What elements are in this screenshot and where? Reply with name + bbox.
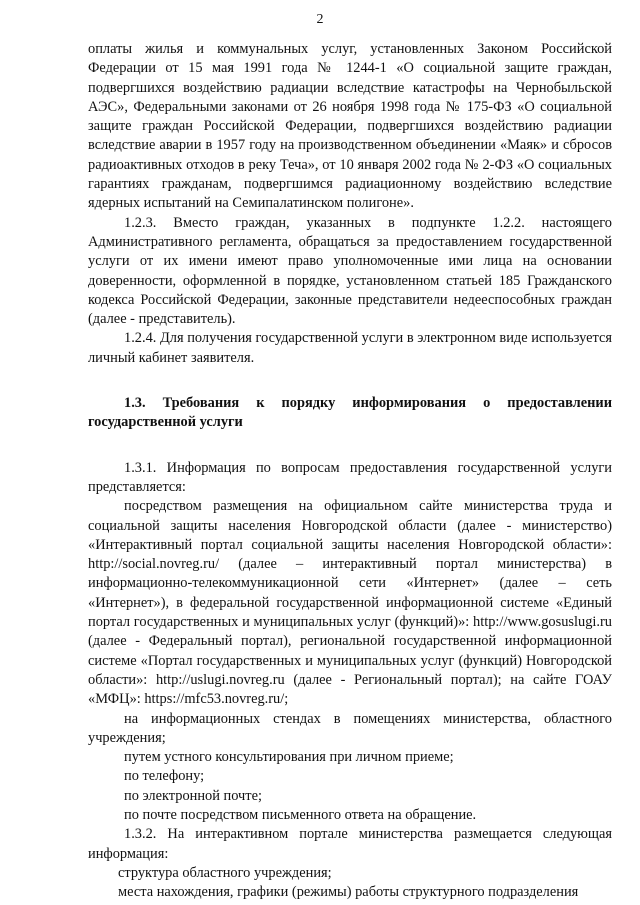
- paragraph-1-3-2: 1.3.2. На интерактивном портале министерства размещается следующая информация:: [88, 826, 612, 862]
- page-number: 2: [316, 12, 324, 27]
- list-item-phone: по телефону;: [124, 768, 205, 785]
- list-item-structure: структура областного учреждения;: [118, 864, 332, 881]
- paragraph-1-2-4: 1.2.4. Для получения государственной услуги в электронном виде используется личный кабинет заявителя.: [88, 330, 612, 366]
- list-item-mail: по почте посредством письменного ответа на обращение.: [124, 806, 477, 823]
- section-heading-1-3: 1.3. Требования к порядку информирования о предоставлении государственной услуги: [88, 395, 612, 431]
- list-item-official-site: посредством размещения на официальном сайте министерства труда и социальной защиты населения Новгородской области (далее - министерство) «Интерактивный портал социальной защиты населения Новгородской области»: http://social.novreg.ru/ (далее – интерактивный портал министерства) в информационно-телекоммуникационной сети «Интернет» (далее – сеть «Интернет»), в федеральной государственной информационной системе «Единый портал государственных и муниципальных услуг (функций)»: http://www.gosuslugi.ru (далее - Федеральный портал), региональной государственной информационной системе «Портал государственных и муниципальных услуг (функций) Новгородской области»: http://uslugi.novreg.ru (далее - Региональный портал); на сайте ГОАУ «МФЦ»: https://mfc53.novreg.ru/;: [88, 498, 612, 708]
- paragraph-1-2-3: 1.2.3. Вместо граждан, указанных в подпункте 1.2.2. настоящего Административного регламента, обращаться за предоставлением государственной услуги от их имени имеют право уполномоченные ими лица на основании доверенности, оформленной в порядке, установленном статьей 185 Гражданского кодекса Российской Федерации, законные представители недееспособных граждан (далее - представитель).: [88, 214, 612, 328]
- paragraph-1-3-1: 1.3.1. Информация по вопросам предоставления государственной услуги представляется:: [88, 459, 612, 495]
- list-item-locations: места нахождения, графики (режимы) работы структурного подразделения: [118, 884, 579, 901]
- paragraph-continuation: оплаты жилья и коммунальных услуг, установленных Законом Российской Федерации от 15 мая 1991 года № 1244-1 «О социальной защите граждан, подвергшихся воздействию радиации вследствие катастрофы на Чернобыльской АЭС», Федеральными законами от 26 ноября 1998 года № 175-ФЗ «О социальной защите граждан Российской Федерации, подвергшихся воздействию радиации вследствие аварии в 1957 году на производственном объединении «Маяк» и сбросов радиоактивных отходов в реку Теча», от 10 января 2002 года № 2-ФЗ «О социальных гарантиях гражданам, подвергшимся радиационному воздействию вследствие ядерных испытаний на Семипалатинском полигоне».: [88, 41, 612, 212]
- list-item-email: по электронной почте;: [124, 787, 262, 804]
- list-item-oral-consulting: путем устного консультирования при личном приеме;: [124, 749, 454, 766]
- document-body: [88, 40, 612, 902]
- list-item-info-stands: на информационных стендах в помещениях министерства, областного учреждения;: [88, 710, 612, 746]
